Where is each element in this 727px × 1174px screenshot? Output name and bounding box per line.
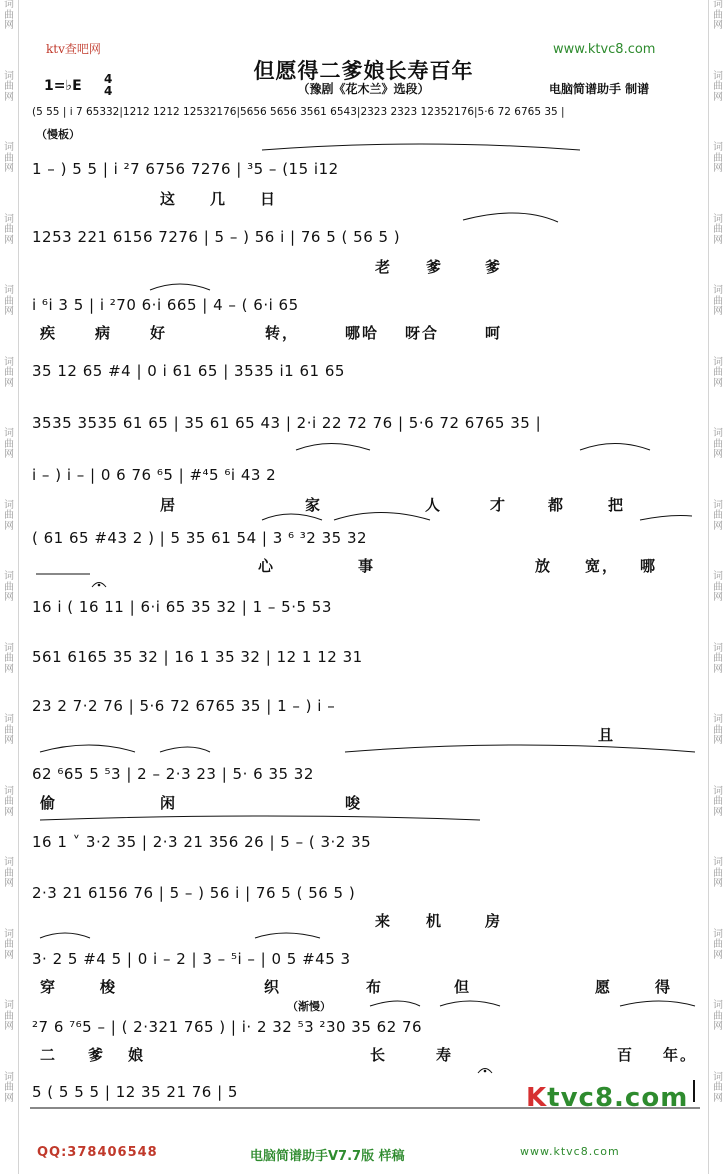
slur <box>580 444 650 451</box>
lyric-word: 唆 <box>345 794 363 812</box>
lyric-word: 呀合 <box>405 324 440 342</box>
side-watermark-mark: 词 曲 网 <box>4 714 14 746</box>
tempo-mark-mandan: （慢板） <box>36 128 80 141</box>
notation-row: 62 ⁶65 5 ⁵3 | 2 – 2·3 23 | 5· 6 35 32 <box>32 765 314 783</box>
notation-row: 23 2 7·2 76 | 5·6 72 6765 35 | 1 – ) i – <box>32 697 336 715</box>
side-watermark-mark: 词 曲 网 <box>713 356 723 389</box>
side-watermark-mark: 词 曲 网 <box>713 0 723 31</box>
footer-logo-url: www.ktvc8.com <box>520 1145 620 1158</box>
lyric-word: 几 <box>210 190 228 208</box>
lyric-word: 梭 <box>100 978 118 996</box>
key-signature: 1=♭E <box>44 78 82 94</box>
notation-row: 3· 2 5 #4 5 | 0 i – 2 | 3 – ⁵i – | 0 5 #45 3 <box>32 950 351 968</box>
lyric-word: 人 <box>425 496 443 514</box>
slur <box>160 747 210 752</box>
lyric-word: 把 <box>608 496 626 514</box>
fermata-dot <box>484 1070 487 1073</box>
slur <box>463 213 558 222</box>
side-watermark-mark: 词 曲 网 <box>713 642 723 675</box>
side-watermark-mark: 词 曲 网 <box>713 928 723 961</box>
notation-row: 1253 221 6156 7276 | 5 – ) 56 i | 76 5 ( 56 5 ) <box>32 228 401 246</box>
lyric-word: 哪 <box>640 557 658 575</box>
lyric-word: 二 <box>40 1046 58 1064</box>
slur <box>440 1001 500 1006</box>
notation-row: 35 12 65 #4 | 0 i 61 65 | 3535 i1 61 65 <box>32 362 345 380</box>
fermata-dot <box>98 584 101 587</box>
lyric-word: 呵 <box>485 324 503 342</box>
side-watermark-mark: 词 曲 网 <box>4 571 14 603</box>
side-watermark-mark: 词 曲 网 <box>713 857 723 889</box>
footer-qq: QQ:378406548 <box>37 1145 158 1160</box>
side-watermark-mark: 词 曲 网 <box>4 642 14 675</box>
side-watermark-mark: 词 曲 网 <box>4 142 14 174</box>
lyric-word: 爹 <box>88 1046 106 1064</box>
side-watermark-mark: 词 曲 网 <box>4 70 14 103</box>
notation-row: 3535 3535 61 65 | 35 61 65 43 | 2·i 22 72 76 | 5·6 72 6765 35 | <box>32 414 542 432</box>
lyric-word: 家 <box>305 496 323 514</box>
lyric-word: 得 <box>655 978 673 996</box>
lyric-word: 愿 <box>595 978 613 996</box>
slur <box>262 514 322 520</box>
watermark-right: www.ktvc8.com <box>553 42 656 57</box>
side-watermark-mark: 词 曲 网 <box>713 70 723 103</box>
lyric-word: 穿 <box>40 978 58 996</box>
lyric-word: 寿 <box>436 1046 454 1064</box>
side-watermark-mark: 词 曲 网 <box>4 1000 14 1032</box>
tempo-mark-jianman: （渐慢） <box>287 1000 331 1013</box>
lyric-word: 织 <box>264 978 282 996</box>
side-watermark-mark: 词 曲 网 <box>4 0 14 31</box>
lyric-word: 且 <box>598 726 616 744</box>
side-watermark-mark: 词 曲 网 <box>4 857 14 889</box>
notation-row: 2·3 21 6156 76 | 5 – ) 56 i | 76 5 ( 56 5 ) <box>32 884 356 902</box>
side-watermark-mark: 词 曲 网 <box>4 428 14 460</box>
side-watermark-mark: 词 曲 网 <box>713 428 723 460</box>
lyric-word: 宽， <box>585 557 620 575</box>
notation-row: i – ) i – | 0 6 76 ⁶5 | #⁴5 ⁶i 43 2 <box>32 466 277 484</box>
side-watermark-mark: 词 曲 网 <box>4 213 14 246</box>
side-watermark-mark: 词 曲 网 <box>713 785 723 818</box>
notation-row: 16 1 ˅ 3·2 35 | 2·3 21 356 26 | 5 – ( 3·2 35 <box>32 833 372 851</box>
footer-software: 电脑简谱助手V7.7版 样稿 <box>250 1149 405 1164</box>
lyric-word: 机 <box>426 912 444 930</box>
lyric-word: 放 <box>535 557 553 575</box>
side-watermark-mark: 词 曲 网 <box>713 213 723 246</box>
notation-row: (5 55 | i 7 65332|1212 1212 12532176|5656 5656 3561 6543|2323 2323 12352176|5·6 72 6765 35 | <box>32 106 565 118</box>
slur <box>150 284 210 290</box>
notation-row: 16 i ( 16 11 | 6·i 65 35 32 | 1 – 5·5 53 <box>32 598 332 616</box>
side-watermark-mark: 词 曲 网 <box>4 356 14 389</box>
lyric-word: 爹 <box>485 258 503 276</box>
lyric-word: 偷 <box>40 794 58 812</box>
notation-row: 5 ( 5 5 5 | 12 35 21 76 | 5 <box>32 1083 238 1101</box>
slur <box>620 1001 695 1006</box>
lyric-word: 百 <box>617 1046 635 1064</box>
slur <box>40 933 90 938</box>
lyric-word: 来 <box>375 912 393 930</box>
logo-rest: tvc8.com <box>547 1083 689 1113</box>
lyric-word: 娘 <box>128 1046 146 1064</box>
slur <box>640 516 692 521</box>
lyric-word: 闲 <box>160 794 178 812</box>
side-watermark-mark: 词 曲 网 <box>713 1071 723 1104</box>
side-watermark-mark: 词 曲 网 <box>713 714 723 746</box>
lyric-word: 年。 <box>663 1046 698 1064</box>
lyric-word: 都 <box>548 496 566 514</box>
slur <box>255 933 320 938</box>
lyric-word: 但 <box>454 978 472 996</box>
lyric-word: 日 <box>260 190 278 208</box>
meter-bottom: 4 <box>104 84 113 98</box>
notation-row: ( 61 65 #43 2 ) | 5 35 61 54 | 3 ⁶ ³2 35 32 <box>32 529 368 547</box>
meter-top: 4 <box>104 72 113 86</box>
side-watermark-mark: 词 曲 网 <box>4 1071 14 1104</box>
watermark-left: ktv查吧网 <box>46 42 101 56</box>
notation-row: 1 – ) 5 5 | i ²7 6756 7276 | ³5 – (15 i12 <box>32 160 339 178</box>
maker-credit: 电脑简谱助手 制谱 <box>549 82 650 96</box>
side-watermark-mark: 词 曲 网 <box>4 928 14 961</box>
logo-k: K <box>526 1083 548 1113</box>
lyric-word: 心 <box>258 557 276 575</box>
slur <box>40 816 480 820</box>
side-watermark-mark: 词 曲 网 <box>4 499 14 532</box>
lyric-word: 哪哈 <box>345 324 380 342</box>
lyric-word: 爹 <box>426 258 444 276</box>
lyric-word: 老 <box>375 258 393 276</box>
lyric-word: 病 <box>95 324 113 342</box>
lyric-word: 布 <box>366 978 384 996</box>
side-watermark-mark: 词 曲 网 <box>713 285 723 317</box>
side-watermark-mark: 词 曲 网 <box>713 571 723 603</box>
lyric-word: 居 <box>160 496 178 514</box>
side-watermark-mark: 词 曲 网 <box>4 285 14 317</box>
slur <box>345 745 695 752</box>
slur <box>40 745 135 752</box>
lyric-word: 房 <box>485 912 503 930</box>
slur <box>370 1001 420 1006</box>
lyric-word: 好 <box>150 324 168 342</box>
slur <box>296 444 370 451</box>
song-subtitle: （豫剧《花木兰》选段） <box>297 82 430 96</box>
lyric-word: 转， <box>265 324 300 342</box>
slur <box>262 144 580 150</box>
slur <box>334 513 430 521</box>
lyric-word: 疾 <box>40 324 58 342</box>
lyric-word: 才 <box>490 496 508 514</box>
lyric-word: 长 <box>370 1046 388 1064</box>
side-watermark-mark: 词 曲 网 <box>713 499 723 532</box>
notation-row: ²7 6 ⁷⁶5 – | ( 2·321 765 ) | i· 2 32 ⁵3 ²30 35 62 76 <box>32 1018 423 1036</box>
notation-row: i ⁶i 3 5 | i ²70 6·i 665 | 4 – ( 6·i 65 <box>32 296 299 314</box>
notation-row: 561 6165 35 32 | 16 1 35 32 | 12 1 12 31 <box>32 648 363 666</box>
ktvc8-logo <box>526 1083 688 1113</box>
side-watermark-mark: 词 曲 网 <box>713 1000 723 1032</box>
lyric-word: 这 <box>160 190 178 208</box>
song-title: 但愿得二爹娘长寿百年 <box>253 58 474 83</box>
side-watermark-mark: 词 曲 网 <box>713 142 723 174</box>
side-watermark-mark: 词 曲 网 <box>4 785 14 818</box>
lyric-word: 事 <box>358 557 376 575</box>
